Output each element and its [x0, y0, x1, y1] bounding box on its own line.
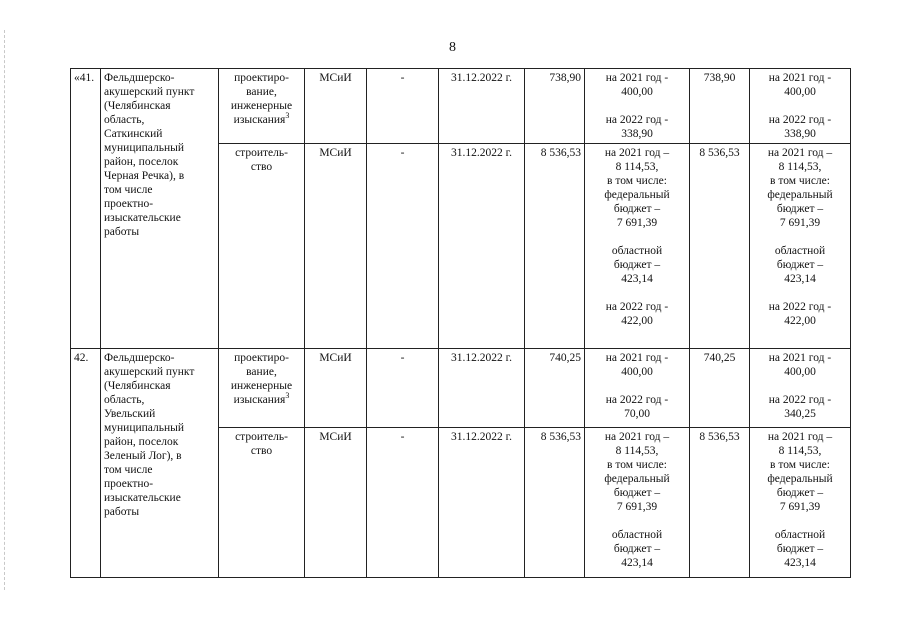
cell-line [588, 286, 686, 300]
amount-breakdown-2 [750, 144, 851, 349]
cell-line: бюджет – [613, 203, 661, 215]
cell-line: работы [104, 226, 140, 238]
cell-line [588, 514, 686, 528]
cell-line: 8 114,53, [778, 445, 822, 457]
cell-line: Увельский [104, 408, 156, 420]
cell-line: муниципальный [104, 142, 185, 154]
cell-line: вание, [246, 366, 277, 378]
cell-line: федеральный [767, 473, 833, 485]
amount-total: 740,25 [525, 349, 585, 428]
cell-line: областной [774, 245, 826, 257]
object-name [101, 69, 219, 349]
cell-line [588, 230, 686, 244]
cell-line: область, [104, 114, 145, 126]
dash-cell: - [367, 349, 439, 428]
stage-name [219, 428, 305, 578]
cell-line: инженерные [230, 380, 293, 392]
cell-line: на 2021 год - [768, 72, 832, 84]
amount-total: 738,90 [525, 69, 585, 144]
cell-line: Черная Речка), в [104, 170, 185, 182]
amount-breakdown-2 [750, 428, 851, 578]
amount-total-2: 738,90 [690, 69, 750, 144]
cell-line: 423,14 [784, 557, 816, 569]
cell-line: 340,25 [784, 408, 816, 420]
cell-line: 338,90 [621, 128, 653, 140]
cell-line: бюджет – [613, 543, 661, 555]
cell-line [753, 514, 847, 528]
responsible: МСиИ [305, 349, 367, 428]
responsible: МСиИ [305, 69, 367, 144]
row-number: «41. [71, 69, 101, 349]
cell-line: в том числе: [770, 175, 830, 187]
cell-line: на 2022 год - [605, 114, 669, 126]
cell-line: в том числе: [607, 175, 667, 187]
table-row [71, 349, 851, 428]
amount-total: 8 536,53 [525, 428, 585, 578]
cell-line: проектиро- [234, 72, 289, 84]
cell-line: в том числе: [770, 459, 830, 471]
cell-line: вание, [246, 86, 277, 98]
cell-line: на 2022 год - [605, 394, 669, 406]
footnote-marker: 3 [285, 391, 290, 401]
cell-line: изыскательские [104, 212, 181, 224]
page-number: 8 [449, 40, 456, 55]
amount-total-2: 8 536,53 [690, 428, 750, 578]
cell-line: 400,00 [621, 86, 653, 98]
responsible: МСиИ [305, 428, 367, 578]
cell-line: федеральный [767, 189, 833, 201]
cell-line [588, 99, 686, 113]
cell-line: 8 114,53, [615, 161, 659, 173]
cell-line: Фельдшерско- [104, 72, 175, 84]
cell-line: в том числе: [607, 459, 667, 471]
cell-line: 8 114,53, [615, 445, 659, 457]
amount-breakdown-2 [750, 349, 851, 428]
cell-line: 7 691,39 [779, 501, 821, 513]
cell-line: 422,00 [784, 315, 816, 327]
dash-cell: - [367, 144, 439, 349]
cell-line: изыскательские [104, 492, 181, 504]
cell-line: Зеленый Лог), в [104, 450, 182, 462]
cell-line: 7 691,39 [779, 217, 821, 229]
dash-cell: - [367, 69, 439, 144]
cell-line: на 2022 год - [768, 114, 832, 126]
cell-line: федеральный [604, 189, 670, 201]
cell-line: бюджет – [776, 487, 824, 499]
cell-line: район, поселок [104, 436, 179, 448]
cell-line: 423,14 [621, 557, 653, 569]
cell-line: бюджет – [613, 259, 661, 271]
cell-line: муниципальный [104, 422, 185, 434]
cell-line: строитель- [235, 431, 288, 443]
cell-line: Саткинский [104, 128, 163, 140]
cell-line: 338,90 [784, 128, 816, 140]
cell-line: том числе [104, 184, 153, 196]
footnote-marker: 3 [285, 111, 290, 121]
amount-breakdown [585, 69, 690, 144]
cell-line: (Челябинская [104, 380, 171, 392]
cell-line: бюджет – [776, 203, 824, 215]
cell-line: 8 114,53, [778, 161, 822, 173]
cell-line: ство [250, 161, 273, 173]
cell-line: 422,00 [621, 315, 653, 327]
cell-line: бюджет – [776, 259, 824, 271]
cell-line: 400,00 [784, 366, 816, 378]
cell-line: том числе [104, 464, 153, 476]
cell-line: изыскания$^3$ [233, 391, 290, 406]
cell-line [753, 379, 847, 393]
object-name [101, 349, 219, 578]
cell-line: областной [611, 245, 663, 257]
deadline-date: 31.12.2022 г. [439, 428, 525, 578]
responsible: МСиИ [305, 144, 367, 349]
cell-line: область, [104, 394, 145, 406]
dash-cell: - [367, 428, 439, 578]
deadline-date: 31.12.2022 г. [439, 144, 525, 349]
cell-line [588, 379, 686, 393]
cell-line: на 2021 год – [604, 431, 670, 443]
cell-line: на 2021 год – [767, 147, 833, 159]
amount-total-2: 8 536,53 [690, 144, 750, 349]
cell-line: бюджет – [776, 543, 824, 555]
amount-total-2: 740,25 [690, 349, 750, 428]
row-number: 42. [71, 349, 101, 578]
cell-line: Фельдшерско- [104, 352, 175, 364]
stage-name [219, 349, 305, 428]
table-row [71, 69, 851, 144]
cell-line: 400,00 [784, 86, 816, 98]
cell-line: 423,14 [784, 273, 816, 285]
cell-line: на 2021 год - [605, 72, 669, 84]
cell-line: на 2022 год - [768, 394, 832, 406]
cell-line: федеральный [604, 473, 670, 485]
cell-line: работы [104, 506, 140, 518]
cell-line: (Челябинская [104, 100, 171, 112]
cell-line: изыскания$^3$ [233, 111, 290, 126]
cell-line: 423,14 [621, 273, 653, 285]
amount-breakdown [585, 144, 690, 349]
cell-line: инженерные [230, 100, 293, 112]
objects-table [70, 68, 851, 578]
cell-line: акушерский пункт [104, 366, 195, 378]
cell-line: на 2022 год - [605, 301, 669, 313]
cell-line: на 2021 год – [604, 147, 670, 159]
stage-name [219, 69, 305, 144]
cell-line: акушерский пункт [104, 86, 195, 98]
cell-line: 70,00 [624, 408, 650, 420]
cell-line: проектно- [104, 478, 154, 490]
deadline-date: 31.12.2022 г. [439, 349, 525, 428]
cell-line: областной [611, 529, 663, 541]
cell-line: проектиро- [234, 352, 289, 364]
cell-line: ство [250, 445, 273, 457]
cell-line [753, 99, 847, 113]
cell-line: на 2022 год - [768, 301, 832, 313]
cell-line [753, 230, 847, 244]
cell-line: район, поселок [104, 156, 179, 168]
scan-margin-marks [4, 30, 8, 590]
cell-line: 400,00 [621, 366, 653, 378]
cell-line: бюджет – [613, 487, 661, 499]
amount-total: 8 536,53 [525, 144, 585, 349]
amount-breakdown [585, 349, 690, 428]
cell-line [753, 286, 847, 300]
amount-breakdown-2 [750, 69, 851, 144]
cell-line: 7 691,39 [616, 217, 658, 229]
cell-line: областной [774, 529, 826, 541]
cell-line: на 2021 год – [767, 431, 833, 443]
amount-breakdown [585, 428, 690, 578]
cell-line: 7 691,39 [616, 501, 658, 513]
cell-line: на 2021 год - [768, 352, 832, 364]
deadline-date: 31.12.2022 г. [439, 69, 525, 144]
stage-name [219, 144, 305, 349]
cell-line: строитель- [235, 147, 288, 159]
cell-line: на 2021 год - [605, 352, 669, 364]
cell-line: проектно- [104, 198, 154, 210]
